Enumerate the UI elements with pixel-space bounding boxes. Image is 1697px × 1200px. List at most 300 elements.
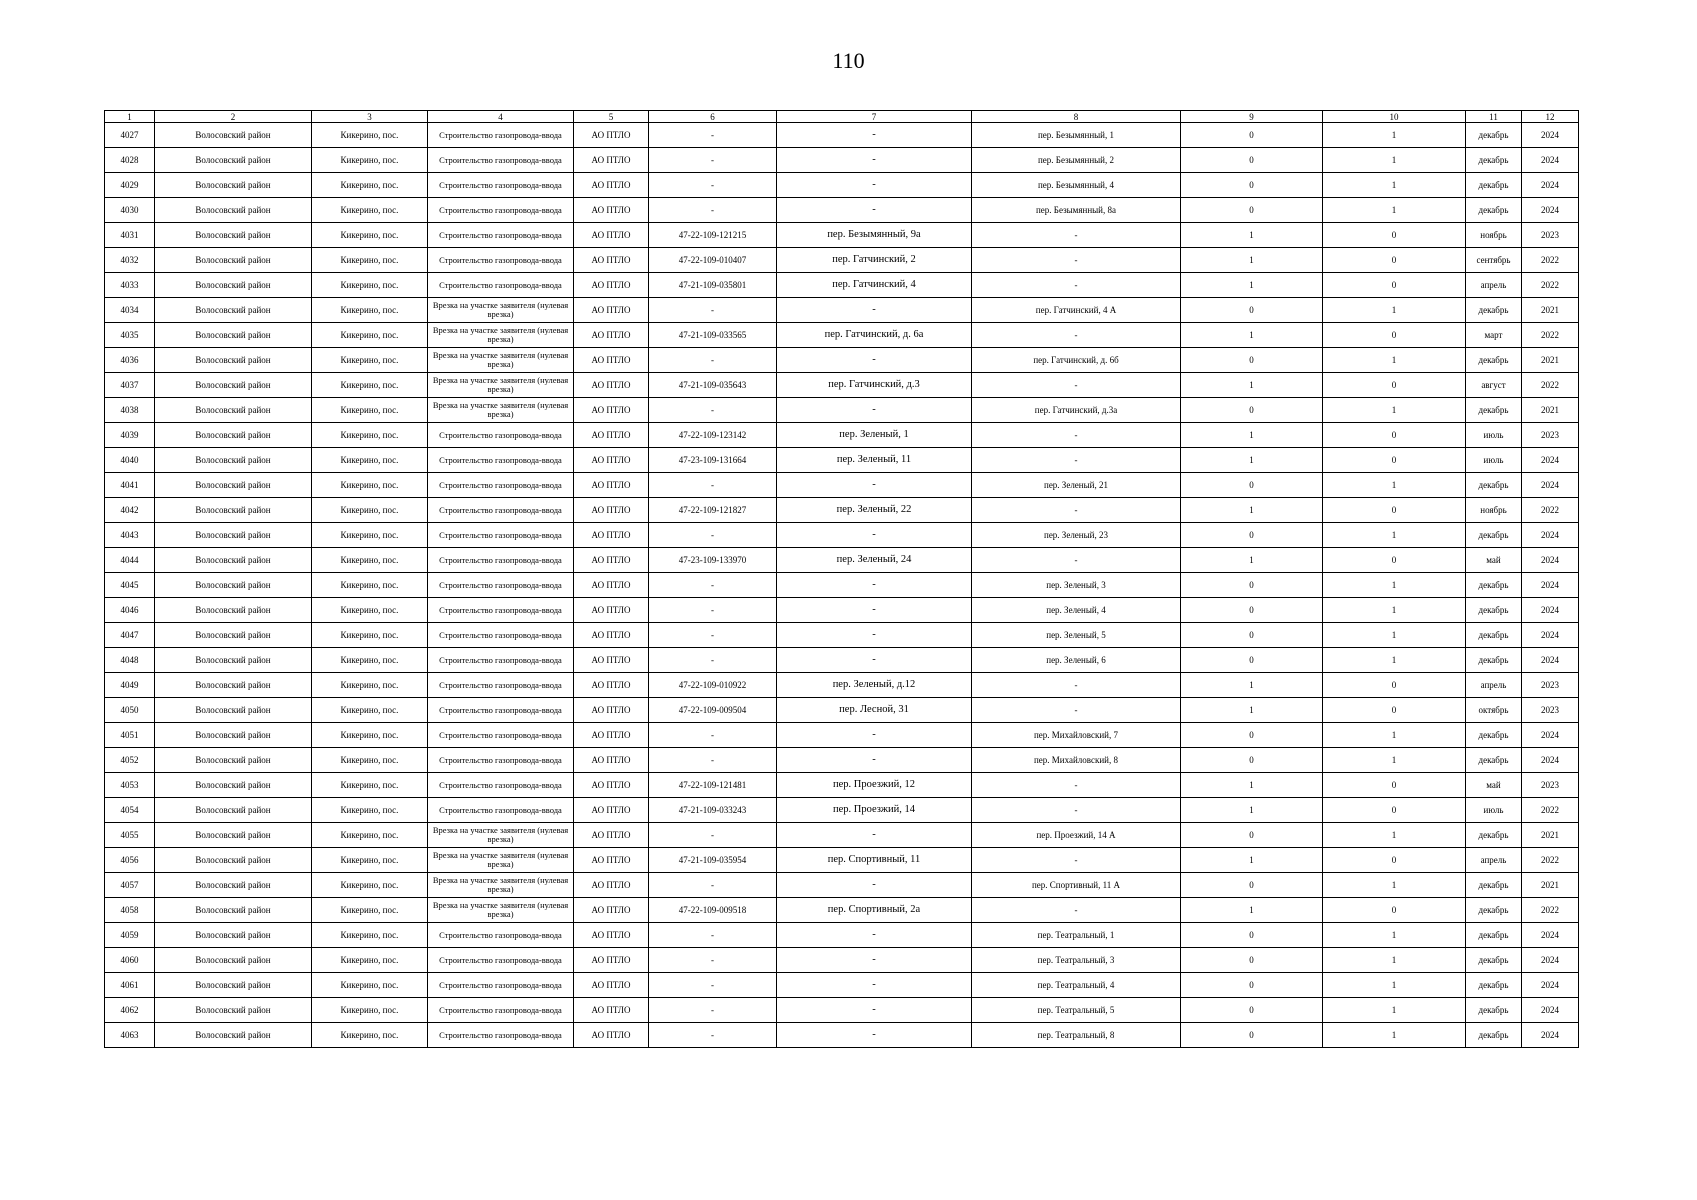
month-cell: ноябрь — [1466, 223, 1522, 248]
work-type-cell: Строительство газопровода-ввода — [428, 1023, 574, 1048]
row-number: 4062 — [105, 998, 155, 1023]
month-cell: декабрь — [1466, 873, 1522, 898]
row-number: 4031 — [105, 223, 155, 248]
organization-cell: АО ПТЛО — [574, 173, 649, 198]
address-alt-cell: пер. Безымянный, 1 — [972, 123, 1181, 148]
address-cell: пер. Безымянный, 9а — [777, 223, 972, 248]
flag-a-cell: 1 — [1181, 848, 1323, 873]
address-alt-cell: пер. Михайловский, 7 — [972, 723, 1181, 748]
flag-b-cell: 0 — [1323, 698, 1466, 723]
flag-a-cell: 0 — [1181, 573, 1323, 598]
address-cell: - — [777, 298, 972, 323]
address-cell: - — [777, 748, 972, 773]
year-cell: 2023 — [1522, 698, 1579, 723]
year-cell: 2024 — [1522, 998, 1579, 1023]
organization-cell: АО ПТЛО — [574, 923, 649, 948]
flag-a-cell: 0 — [1181, 348, 1323, 373]
cadastral-number-cell: 47-21-109-035801 — [649, 273, 777, 298]
cadastral-number-cell: - — [649, 148, 777, 173]
flag-a-cell: 1 — [1181, 373, 1323, 398]
month-cell: декабрь — [1466, 823, 1522, 848]
month-cell: август — [1466, 373, 1522, 398]
district-cell: Волосовский район — [155, 548, 312, 573]
flag-b-cell: 1 — [1323, 598, 1466, 623]
settlement-cell: Кикерино, пос. — [312, 348, 428, 373]
address-cell: пер. Гатчинский, д. 6а — [777, 323, 972, 348]
flag-a-cell: 0 — [1181, 648, 1323, 673]
work-type-cell: Строительство газопровода-ввода — [428, 673, 574, 698]
district-cell: Волосовский район — [155, 1023, 312, 1048]
table-row — [105, 823, 1579, 848]
cadastral-number-cell: - — [649, 598, 777, 623]
address-alt-cell: - — [972, 223, 1181, 248]
cadastral-number-cell: - — [649, 748, 777, 773]
organization-cell: АО ПТЛО — [574, 573, 649, 598]
work-type-cell: Строительство газопровода-ввода — [428, 923, 574, 948]
flag-a-cell: 0 — [1181, 623, 1323, 648]
month-cell: июль — [1466, 448, 1522, 473]
row-number: 4028 — [105, 148, 155, 173]
year-cell: 2021 — [1522, 398, 1579, 423]
district-cell: Волосовский район — [155, 973, 312, 998]
cadastral-number-cell: 47-22-109-123142 — [649, 423, 777, 448]
column-header-2: 2 — [155, 111, 312, 123]
address-alt-cell: пер. Гатчинский, д. 6б — [972, 348, 1181, 373]
settlement-cell: Кикерино, пос. — [312, 548, 428, 573]
work-type-cell: Строительство газопровода-ввода — [428, 598, 574, 623]
district-cell: Волосовский район — [155, 448, 312, 473]
organization-cell: АО ПТЛО — [574, 273, 649, 298]
flag-b-cell: 1 — [1323, 948, 1466, 973]
address-alt-cell: пер. Зеленый, 4 — [972, 598, 1181, 623]
cadastral-number-cell: 47-21-109-035954 — [649, 848, 777, 873]
row-number: 4056 — [105, 848, 155, 873]
district-cell: Волосовский район — [155, 323, 312, 348]
address-cell: - — [777, 998, 972, 1023]
row-number: 4047 — [105, 623, 155, 648]
cadastral-number-cell: - — [649, 573, 777, 598]
organization-cell: АО ПТЛО — [574, 423, 649, 448]
row-number: 4052 — [105, 748, 155, 773]
district-cell: Волосовский район — [155, 948, 312, 973]
organization-cell: АО ПТЛО — [574, 448, 649, 473]
address-cell: - — [777, 398, 972, 423]
month-cell: июль — [1466, 423, 1522, 448]
address-cell: - — [777, 623, 972, 648]
year-cell: 2024 — [1522, 723, 1579, 748]
work-type-cell: Строительство газопровода-ввода — [428, 948, 574, 973]
address-alt-cell: - — [972, 273, 1181, 298]
work-type-cell: Строительство газопровода-ввода — [428, 723, 574, 748]
cadastral-number-cell: - — [649, 873, 777, 898]
address-cell: - — [777, 573, 972, 598]
address-cell: пер. Зеленый, 22 — [777, 498, 972, 523]
row-number: 4054 — [105, 798, 155, 823]
row-number: 4043 — [105, 523, 155, 548]
column-header-11: 11 — [1466, 111, 1522, 123]
table-row — [105, 198, 1579, 223]
address-alt-cell: - — [972, 498, 1181, 523]
address-alt-cell: пер. Михайловский, 8 — [972, 748, 1181, 773]
work-type-cell: Строительство газопровода-ввода — [428, 573, 574, 598]
address-cell: - — [777, 473, 972, 498]
district-cell: Волосовский район — [155, 223, 312, 248]
year-cell: 2022 — [1522, 273, 1579, 298]
cadastral-number-cell: - — [649, 198, 777, 223]
work-type-cell: Строительство газопровода-ввода — [428, 498, 574, 523]
district-cell: Волосовский район — [155, 473, 312, 498]
cadastral-number-cell: - — [649, 973, 777, 998]
district-cell: Волосовский район — [155, 723, 312, 748]
organization-cell: АО ПТЛО — [574, 848, 649, 873]
work-type-cell: Строительство газопровода-ввода — [428, 198, 574, 223]
month-cell: апрель — [1466, 848, 1522, 873]
flag-b-cell: 1 — [1323, 923, 1466, 948]
district-cell: Волосовский район — [155, 173, 312, 198]
year-cell: 2022 — [1522, 848, 1579, 873]
settlement-cell: Кикерино, пос. — [312, 623, 428, 648]
month-cell: декабрь — [1466, 598, 1522, 623]
settlement-cell: Кикерино, пос. — [312, 998, 428, 1023]
address-alt-cell: - — [972, 773, 1181, 798]
address-cell: - — [777, 1023, 972, 1048]
row-number: 4027 — [105, 123, 155, 148]
cadastral-number-cell: - — [649, 348, 777, 373]
cadastral-number-cell: - — [649, 923, 777, 948]
row-number: 4042 — [105, 498, 155, 523]
district-cell: Волосовский район — [155, 873, 312, 898]
cadastral-number-cell: 47-23-109-131664 — [649, 448, 777, 473]
work-type-cell: Врезка на участке заявителя (нулевая врезка) — [428, 373, 574, 398]
work-type-cell: Строительство газопровода-ввода — [428, 248, 574, 273]
settlement-cell: Кикерино, пос. — [312, 523, 428, 548]
year-cell: 2021 — [1522, 873, 1579, 898]
settlement-cell: Кикерино, пос. — [312, 123, 428, 148]
year-cell: 2022 — [1522, 248, 1579, 273]
month-cell: май — [1466, 773, 1522, 798]
address-alt-cell: пер. Зеленый, 6 — [972, 648, 1181, 673]
row-number: 4038 — [105, 398, 155, 423]
column-header-4: 4 — [428, 111, 574, 123]
organization-cell: АО ПТЛО — [574, 698, 649, 723]
flag-b-cell: 0 — [1323, 848, 1466, 873]
flag-b-cell: 1 — [1323, 398, 1466, 423]
flag-b-cell: 0 — [1323, 223, 1466, 248]
flag-b-cell: 1 — [1323, 1023, 1466, 1048]
row-number: 4060 — [105, 948, 155, 973]
flag-b-cell: 1 — [1323, 823, 1466, 848]
cadastral-number-cell: - — [649, 398, 777, 423]
row-number: 4040 — [105, 448, 155, 473]
flag-b-cell: 1 — [1323, 973, 1466, 998]
column-header-9: 9 — [1181, 111, 1323, 123]
flag-a-cell: 0 — [1181, 973, 1323, 998]
table-row — [105, 423, 1579, 448]
address-alt-cell: пер. Театральный, 4 — [972, 973, 1181, 998]
district-cell: Волосовский район — [155, 698, 312, 723]
flag-b-cell: 1 — [1323, 473, 1466, 498]
address-alt-cell: пер. Зеленый, 23 — [972, 523, 1181, 548]
year-cell: 2021 — [1522, 298, 1579, 323]
data-table — [104, 110, 1579, 1048]
row-number: 4059 — [105, 923, 155, 948]
address-cell: - — [777, 523, 972, 548]
address-cell: пер. Лесной, 31 — [777, 698, 972, 723]
work-type-cell: Строительство газопровода-ввода — [428, 148, 574, 173]
settlement-cell: Кикерино, пос. — [312, 298, 428, 323]
organization-cell: АО ПТЛО — [574, 223, 649, 248]
flag-a-cell: 0 — [1181, 398, 1323, 423]
row-number: 4051 — [105, 723, 155, 748]
row-number: 4037 — [105, 373, 155, 398]
settlement-cell: Кикерино, пос. — [312, 148, 428, 173]
flag-b-cell: 0 — [1323, 773, 1466, 798]
table-row — [105, 248, 1579, 273]
month-cell: сентябрь — [1466, 248, 1522, 273]
year-cell: 2024 — [1522, 548, 1579, 573]
district-cell: Волосовский район — [155, 373, 312, 398]
work-type-cell: Строительство газопровода-ввода — [428, 773, 574, 798]
work-type-cell: Строительство газопровода-ввода — [428, 648, 574, 673]
year-cell: 2024 — [1522, 748, 1579, 773]
flag-a-cell: 1 — [1181, 673, 1323, 698]
flag-a-cell: 1 — [1181, 548, 1323, 573]
work-type-cell: Врезка на участке заявителя (нулевая врезка) — [428, 873, 574, 898]
organization-cell: АО ПТЛО — [574, 523, 649, 548]
address-alt-cell: пер. Театральный, 8 — [972, 1023, 1181, 1048]
year-cell: 2024 — [1522, 923, 1579, 948]
address-cell: - — [777, 123, 972, 148]
flag-a-cell: 1 — [1181, 248, 1323, 273]
district-cell: Волосовский район — [155, 998, 312, 1023]
flag-a-cell: 0 — [1181, 1023, 1323, 1048]
flag-b-cell: 1 — [1323, 148, 1466, 173]
settlement-cell: Кикерино, пос. — [312, 173, 428, 198]
address-cell: - — [777, 173, 972, 198]
month-cell: декабрь — [1466, 173, 1522, 198]
table-row — [105, 873, 1579, 898]
work-type-cell: Строительство газопровода-ввода — [428, 273, 574, 298]
cadastral-number-cell: - — [649, 123, 777, 148]
flag-a-cell: 1 — [1181, 273, 1323, 298]
row-number: 4063 — [105, 1023, 155, 1048]
address-cell: пер. Зеленый, д.12 — [777, 673, 972, 698]
table-row — [105, 573, 1579, 598]
district-cell: Волосовский район — [155, 573, 312, 598]
month-cell: декабрь — [1466, 148, 1522, 173]
cadastral-number-cell: - — [649, 823, 777, 848]
settlement-cell: Кикерино, пос. — [312, 848, 428, 873]
work-type-cell: Строительство газопровода-ввода — [428, 523, 574, 548]
row-number: 4055 — [105, 823, 155, 848]
flag-b-cell: 0 — [1323, 898, 1466, 923]
flag-b-cell: 1 — [1323, 123, 1466, 148]
address-alt-cell: - — [972, 673, 1181, 698]
cadastral-number-cell: - — [649, 623, 777, 648]
month-cell: май — [1466, 548, 1522, 573]
address-cell: пер. Гатчинский, д.3 — [777, 373, 972, 398]
district-cell: Волосовский район — [155, 398, 312, 423]
district-cell: Волосовский район — [155, 798, 312, 823]
work-type-cell: Строительство газопровода-ввода — [428, 623, 574, 648]
address-alt-cell: - — [972, 248, 1181, 273]
address-cell: пер. Зеленый, 24 — [777, 548, 972, 573]
cadastral-number-cell: - — [649, 998, 777, 1023]
district-cell: Волосовский район — [155, 648, 312, 673]
organization-cell: АО ПТЛО — [574, 148, 649, 173]
year-cell: 2021 — [1522, 348, 1579, 373]
flag-a-cell: 1 — [1181, 223, 1323, 248]
table-row — [105, 498, 1579, 523]
address-alt-cell: пер. Безымянный, 2 — [972, 148, 1181, 173]
address-cell: - — [777, 948, 972, 973]
work-type-cell: Врезка на участке заявителя (нулевая врезка) — [428, 848, 574, 873]
flag-b-cell: 1 — [1323, 173, 1466, 198]
month-cell: декабрь — [1466, 298, 1522, 323]
address-cell: - — [777, 723, 972, 748]
month-cell: декабрь — [1466, 948, 1522, 973]
column-header-1: 1 — [105, 111, 155, 123]
flag-a-cell: 0 — [1181, 123, 1323, 148]
flag-b-cell: 0 — [1323, 248, 1466, 273]
organization-cell: АО ПТЛО — [574, 648, 649, 673]
flag-a-cell: 0 — [1181, 723, 1323, 748]
address-alt-cell: - — [972, 898, 1181, 923]
address-alt-cell: пер. Театральный, 5 — [972, 998, 1181, 1023]
month-cell: ноябрь — [1466, 498, 1522, 523]
flag-a-cell: 0 — [1181, 523, 1323, 548]
settlement-cell: Кикерино, пос. — [312, 248, 428, 273]
address-alt-cell: - — [972, 448, 1181, 473]
work-type-cell: Строительство газопровода-ввода — [428, 548, 574, 573]
settlement-cell: Кикерино, пос. — [312, 373, 428, 398]
year-cell: 2024 — [1522, 148, 1579, 173]
district-cell: Волосовский район — [155, 498, 312, 523]
column-header-12: 12 — [1522, 111, 1579, 123]
address-cell: - — [777, 823, 972, 848]
district-cell: Волосовский район — [155, 823, 312, 848]
table-row — [105, 698, 1579, 723]
table-row — [105, 448, 1579, 473]
year-cell: 2024 — [1522, 523, 1579, 548]
month-cell: декабрь — [1466, 623, 1522, 648]
table-row — [105, 798, 1579, 823]
flag-a-cell: 1 — [1181, 773, 1323, 798]
address-cell: - — [777, 198, 972, 223]
year-cell: 2024 — [1522, 123, 1579, 148]
row-number: 4029 — [105, 173, 155, 198]
month-cell: декабрь — [1466, 198, 1522, 223]
cadastral-number-cell: - — [649, 948, 777, 973]
work-type-cell: Строительство газопровода-ввода — [428, 173, 574, 198]
flag-a-cell: 1 — [1181, 798, 1323, 823]
settlement-cell: Кикерино, пос. — [312, 423, 428, 448]
row-number: 4039 — [105, 423, 155, 448]
flag-a-cell: 0 — [1181, 598, 1323, 623]
flag-b-cell: 1 — [1323, 348, 1466, 373]
row-number: 4035 — [105, 323, 155, 348]
work-type-cell: Строительство газопровода-ввода — [428, 423, 574, 448]
organization-cell: АО ПТЛО — [574, 823, 649, 848]
district-cell: Волосовский район — [155, 148, 312, 173]
address-cell: пер. Гатчинский, 2 — [777, 248, 972, 273]
district-cell: Волосовский район — [155, 748, 312, 773]
settlement-cell: Кикерино, пос. — [312, 398, 428, 423]
settlement-cell: Кикерино, пос. — [312, 323, 428, 348]
flag-b-cell: 1 — [1323, 623, 1466, 648]
header-row — [105, 111, 1579, 123]
address-alt-cell: - — [972, 848, 1181, 873]
settlement-cell: Кикерино, пос. — [312, 448, 428, 473]
address-cell: - — [777, 148, 972, 173]
flag-a-cell: 1 — [1181, 423, 1323, 448]
month-cell: декабрь — [1466, 123, 1522, 148]
row-number: 4044 — [105, 548, 155, 573]
work-type-cell: Строительство газопровода-ввода — [428, 748, 574, 773]
table-row — [105, 898, 1579, 923]
organization-cell: АО ПТЛО — [574, 623, 649, 648]
year-cell: 2024 — [1522, 973, 1579, 998]
cadastral-number-cell: 47-23-109-133970 — [649, 548, 777, 573]
flag-a-cell: 1 — [1181, 323, 1323, 348]
table-row — [105, 773, 1579, 798]
month-cell: декабрь — [1466, 748, 1522, 773]
organization-cell: АО ПТЛО — [574, 498, 649, 523]
flag-b-cell: 1 — [1323, 198, 1466, 223]
column-header-7: 7 — [777, 111, 972, 123]
address-cell: пер. Спортивный, 11 — [777, 848, 972, 873]
settlement-cell: Кикерино, пос. — [312, 873, 428, 898]
flag-b-cell: 0 — [1323, 498, 1466, 523]
table-row — [105, 648, 1579, 673]
flag-a-cell: 1 — [1181, 498, 1323, 523]
flag-a-cell: 1 — [1181, 698, 1323, 723]
year-cell: 2024 — [1522, 598, 1579, 623]
flag-a-cell: 0 — [1181, 748, 1323, 773]
month-cell: апрель — [1466, 273, 1522, 298]
flag-b-cell: 1 — [1323, 723, 1466, 748]
work-type-cell: Врезка на участке заявителя (нулевая врезка) — [428, 323, 574, 348]
page-number: 110 — [832, 48, 865, 73]
settlement-cell: Кикерино, пос. — [312, 223, 428, 248]
flag-b-cell: 0 — [1323, 273, 1466, 298]
address-alt-cell: пер. Зеленый, 21 — [972, 473, 1181, 498]
cadastral-number-cell: 47-21-109-033243 — [649, 798, 777, 823]
cadastral-number-cell: 47-22-109-010407 — [649, 248, 777, 273]
year-cell: 2024 — [1522, 623, 1579, 648]
district-cell: Волосовский район — [155, 273, 312, 298]
year-cell: 2024 — [1522, 473, 1579, 498]
table-row — [105, 373, 1579, 398]
table-row — [105, 1023, 1579, 1048]
address-cell: - — [777, 973, 972, 998]
month-cell: декабрь — [1466, 398, 1522, 423]
settlement-cell: Кикерино, пос. — [312, 573, 428, 598]
work-type-cell: Строительство газопровода-ввода — [428, 973, 574, 998]
year-cell: 2023 — [1522, 423, 1579, 448]
month-cell: декабрь — [1466, 1023, 1522, 1048]
organization-cell: АО ПТЛО — [574, 723, 649, 748]
cadastral-number-cell: 47-22-109-010922 — [649, 673, 777, 698]
table-row — [105, 473, 1579, 498]
district-cell: Волосовский район — [155, 623, 312, 648]
table-row — [105, 623, 1579, 648]
organization-cell: АО ПТЛО — [574, 1023, 649, 1048]
cadastral-number-cell: - — [649, 723, 777, 748]
cadastral-number-cell: - — [649, 648, 777, 673]
year-cell: 2023 — [1522, 773, 1579, 798]
table-row — [105, 748, 1579, 773]
